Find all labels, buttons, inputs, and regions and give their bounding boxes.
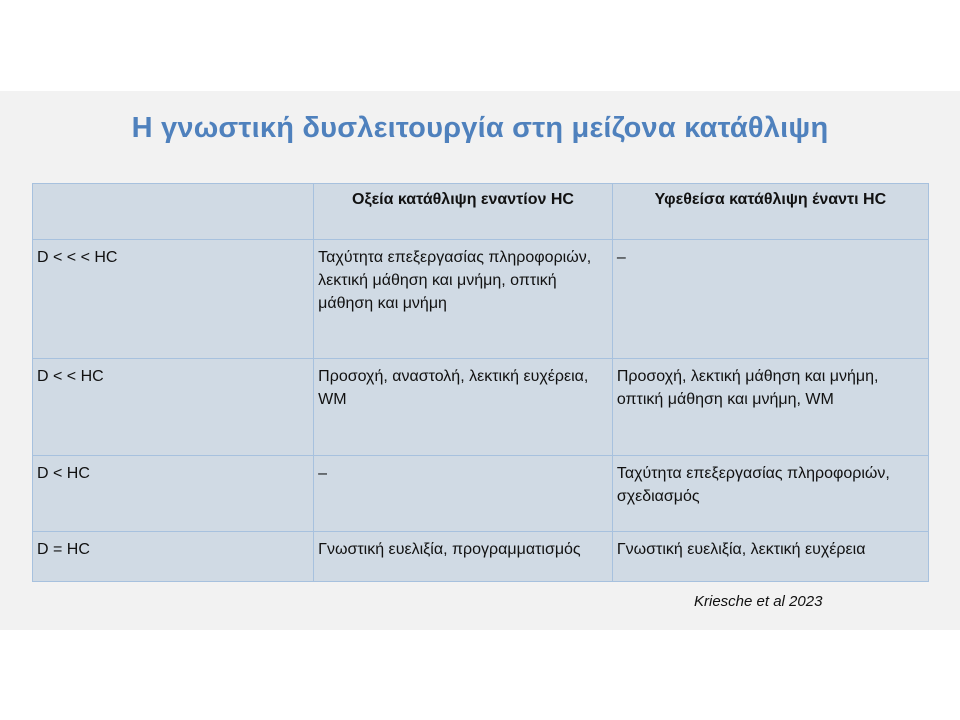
remitted-cell: Ταχύτητα επεξεργασίας πληροφοριών, σχεδιασμός [612, 456, 928, 532]
header-cell-acute: Οξεία κατάθλιψη εναντίον HC [314, 184, 613, 240]
remitted-cell: – [612, 240, 928, 359]
header-cell-empty [33, 184, 314, 240]
row-label: D < < < HC [33, 240, 314, 359]
table-row [33, 532, 929, 582]
acute-cell: Γνωστική ευελιξία, προγραμματισμός [314, 532, 613, 582]
remitted-cell: Προσοχή, λεκτική μάθηση και μνήμη, οπτική μάθηση και μνήμη, WM [612, 359, 928, 456]
acute-cell: Προσοχή, αναστολή, λεκτική ευχέρεια, WM [314, 359, 613, 456]
acute-cell: Ταχύτητα επεξεργασίας πληροφοριών, λεκτική μάθηση και μνήμη, οπτική μάθηση και μνήμη [314, 240, 613, 359]
citation: Kriesche et al 2023 [694, 593, 823, 610]
remitted-cell: Γνωστική ευελιξία, λεκτική ευχέρεια [612, 532, 928, 582]
table-row [33, 240, 929, 359]
comparison-table [32, 183, 929, 582]
acute-cell: – [314, 456, 613, 532]
table-row [33, 456, 929, 532]
row-label: D < < HC [33, 359, 314, 456]
slide-title: Η γνωστική δυσλειτουργία στη μείζονα κατάθλιψη [131, 112, 829, 144]
table-header-row [33, 184, 929, 240]
header-cell-remitted: Υφεθείσα κατάθλιψη έναντι HC [612, 184, 928, 240]
row-label: D < HC [33, 456, 314, 532]
row-label: D = HC [33, 532, 314, 582]
table-row [33, 359, 929, 456]
